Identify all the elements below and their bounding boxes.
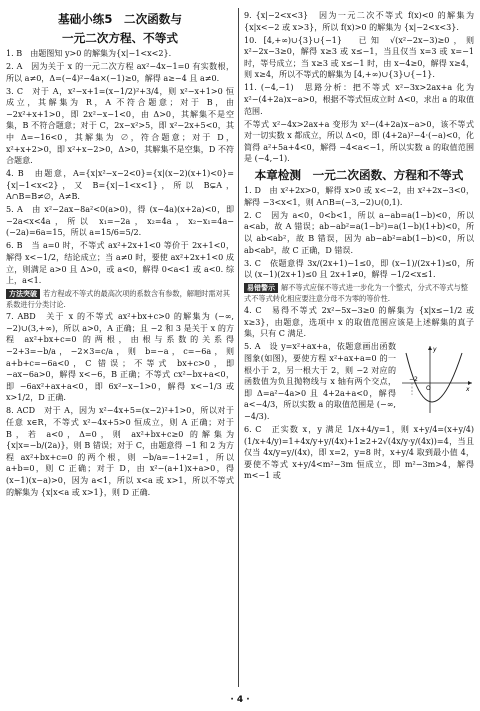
warning-tag: 易错警示: [244, 283, 278, 293]
origin-label: O: [426, 385, 431, 393]
answer-9: 9. {x|−2<x<3} 因为一元二次不等式 f(x)<0 的解集为 {x|x<−2 或 x>3}，所以 f(x)>0 的解集为 {x|−2<x<3}.: [244, 11, 474, 32]
test-answer-1: 1. D 由 x²+2x>0，解得 x>0 或 x<−2，由 x²+2x−3<0，解得 −3<x<1，则 A∩B=(−3,−2)∪(0,1).: [244, 186, 474, 207]
answer-7: 7. ABD 关于 x 的不等式 ax²+bx+c>0 的解集为 (−∞,−2)∪(3,+∞)，所以 a>0，A 正确；且 −2 和 3 是关于 x 的方程 ax²+bx+c=0 的两根，由根与系数的关系得 −2+3=−b/a，−2×3=c/a，则 b=−a，c=−6a，则 a+b+c=−6a<0，C 错误；不等式 bx+c>0，即 −ax−6a>0，解得 x<−6，B 正确；不等式 cx²−bx+a<0，即 −6ax²+ax+a<0，即 6x²−x−1>0，解得 x<−1/3 或 x>1/2，D 正确.: [6, 312, 234, 403]
test-answer-3: 3. C 依题意得 3x/(2x+1)−1≤0，即 (x−1)/(2x+1)≤0，所以 (x−1)(2x+1)≤0 且 2x+1≠0，解得 −1/2<x≤1.: [244, 258, 474, 280]
warning-text: 解不等式应保不等式进一步化为一个整式，分式不等式与整式不等式转化相应要注意分母不为零的等价性.: [244, 283, 468, 304]
answer-6: 6. B 当 a=0 时，不等式 ax²+2x+1<0 等价于 2x+1<0，解得 x<−1/2，结论成立；当 a≠0 时，要使 ax²+2x+1<0 成立，则满足 a>0 且 Δ>0，或 a<0，解得 0<a<1 或 a<0. 综上，a<1.: [6, 241, 234, 286]
parabola-figure: [400, 343, 474, 415]
method-tag: 方法突破: [6, 289, 40, 299]
answer-11-detail: 不等式 x²−4x>2ax+a 变形为 x²−(4+2a)x−a>0，该不等式对一切实数 x 都成立，所以 Δ<0，即 (4+2a)²−4·(−a)<0，化简得 a²+5a+4<0，解得 −4<a<−1，所以实数 a 的取值范围是 (−4,−1).: [244, 119, 474, 164]
y-axis-arrow: [428, 346, 432, 350]
tick-label-neg2: −2: [409, 376, 418, 384]
test-answer-2: 2. C 因为 a<0，0<b<1，所以 a−ab=a(1−b)<0，所以 a<ab，故 A 错误；ab−ab²=a(1−b²)=a(1−b)(1+b)<0，所以 ab<ab²，故 B 错误，因为 ab−ab²=ab(1−b)<0，所以 ab<ab²，故 C 正确，D 错误.: [244, 210, 474, 255]
x-axis-arrow: [468, 381, 472, 385]
x-axis-label: x: [466, 386, 470, 394]
section-title-line2: 一元二次方程、不等式: [62, 31, 178, 45]
answer-10: 10. [4,+∞)∪{3}∪{−1} 已知 √(x²−2x−3)≥0，则 x²−2x−3≥0，解得 x≥3 或 x≤−1，当且仅当 x=3 或 x=−1 时，等号成立；当 x≥3 或 x≤−1 时，由 x−4≥0，解得 x≥4，则 x≥4，所以不等式的解集为 [4,+∞)∪{3}∪{−1}.: [244, 35, 474, 80]
answer-4: 4. B 由题意，A={x|x²−x−2<0}={x|(x−2)(x+1)<0}={x|−1<x<2}，又 B={x|−1<x<1}，所以 B⊊A，A∩B=B≠∅，A≠B.: [6, 169, 234, 202]
answer-8: 8. ACD 对于 A，因为 x²−4x+5=(x−2)²+1>0，所以对于任意 x∈R，不等式 x²−4x+5>0 恒成立，则 A 正确；对于 B，若 a<0，Δ=0，则 ax²+bx+c≥0 的解集为 {x|x=−b/(2a)}，则 B 错误；对于 C，由题意得 −1 和 2 为方程 ax²+bx+c=0 的两个根，则 −b/a=−1+2=1，所以 a+b=0，则 C 正确；对于 D，由 x²−(a+1)x+a>0，得 (x−1)(x−a)>0，因为 a<1，所以 x<a 或 x>1，所以不等式的解集为 {x|x<a 或 x>1}，则 D 正确.: [6, 406, 234, 497]
answer-2: 2. A 因为关于 x 的一元二次方程 ax²−4x−1=0 有实数根，所以 a≠0，Δ=(−4)²−4a×(−1)≥0，解得 a≥−4 且 a≠0.: [6, 61, 234, 83]
page-number: · 4 ·: [230, 695, 250, 705]
test-answer-6: 6. C 正实数 x，y 满足 1/x+4/y=1，则 x+y/4=(x+y/4)(1/x+4/y)=1+4x/y+y/(4x)+1≥2+2√(4x/y·y/(4x))=4，当且仅当 4x/y=y/(4x)，即 x=2，y=8 时，x+y/4 取到最小值 4，要使不等式 x+y/4<m²−3m 恒成立，即 m²−3m>4，解得 m<−1 或: [244, 424, 474, 481]
test-answer-5: 5. A 设 y=x²+ax+a，依题意画出函数图象(如图)，要使方程 x²+ax+a=0 的一根小于 2，另一根大于 2，则 −2 对应的函数值为负且抛物线与 x 轴有两个交点，即 Δ=a²−4a>0 且 4+2a+a<0，解得 a<−4/3，所以实数 a 的取值范围是 (−∞,−4/3).: [244, 342, 396, 421]
method-text: 若方程或不等式的最高次项的系数含有参数，解题时需对其系数进行分类讨论.: [6, 289, 230, 310]
answer-3: 3. C 对于 A，x²−x+1=(x−1/2)²+3/4，则 x²−x+1>0 恒成立，其解集为 R，A 不符合题意；对于 B，由 −2x²+x+1>0，即 2x²−x−1<0，由 Δ>0，其解集不是空集，B 不符合题意；对于 C，2x−x²>5，即 x²−2x+5<0，其中 Δ=−16<0，其解集为 ∅，符合题意；对于 D，x²+x+2>0，即 x²+x−2>0，Δ>0，其解集不是空集，D 不符合题意.: [6, 86, 234, 166]
answer-5: 5. A 由 x²−2ax−8a²<0(a>0)，得 (x−4a)(x+2a)<0，即 −2a<x<4a，所以 x₁=−2a，x₂=4a，x₂−x₁=4a−(−2a)=6a=15，所以 a=15/6=5/2.: [6, 205, 234, 238]
section-title-line1: 基础小练5 二次函数与: [57, 12, 182, 26]
warning-note: [244, 282, 474, 304]
left-column: [6, 10, 234, 689]
chapter-test-title: 本章检测 一元二次函数、方程和不等式: [254, 168, 464, 183]
method-note: [6, 288, 234, 310]
right-column: [244, 10, 474, 689]
column-divider: [238, 8, 239, 687]
y-axis-label: y: [433, 346, 437, 354]
test-answer-4: 4. C 易得不等式 2x²−5x−3≥0 的解集为 {x|x≤−1/2 或 x≥3}，由题意，选项中 x 的取值范围应该是上述解集的真子集，只有 C 满足.: [244, 306, 474, 339]
answer-11: 11. (−4,−1) 思路分析：把不等式 x²−3x>2ax+a 化为 x²−(4+2a)x−a>0，根据不等式恒成立时 Δ<0，求出 a 的取值范围.: [244, 83, 474, 116]
answer-1: 1. B 由题图知 y>0 的解集为{x|−1<x<2}.: [6, 49, 172, 58]
